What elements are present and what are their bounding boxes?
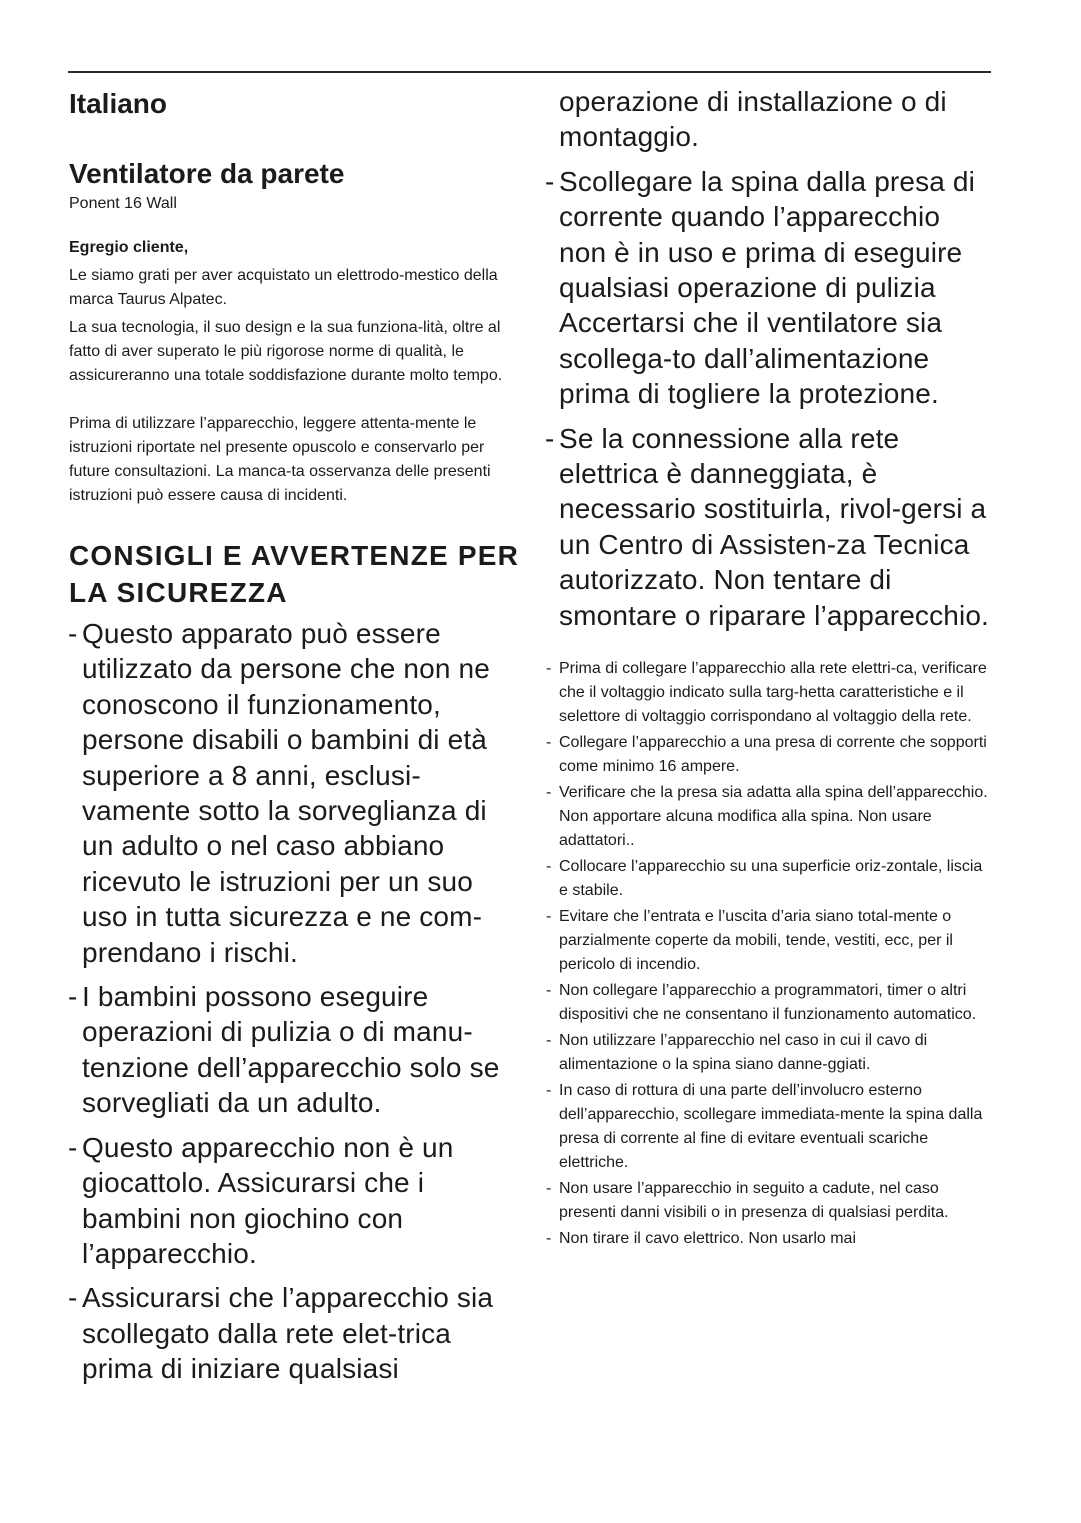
list-item: - In caso di rottura di una parte dell’involucro esterno dell’apparecchio, scollegare immediata-mente la spina dalla presa di corrente al fine di evitare eventuali scariche elettriche. <box>546 1079 992 1175</box>
list-item: - Questo apparecchio non è un giocattolo. Assicurarsi che i bambini non giochino con l’apparecchio. <box>69 1130 524 1272</box>
list-item: - I bambini possono eseguire operazioni di pulizia o di manu-tenzione dell’apparecchio solo se sorvegliati da un adulto. <box>69 979 524 1121</box>
right-column <box>546 84 992 1253</box>
top-rule <box>68 71 991 73</box>
list-item: - Collegare l’apparecchio a una presa di corrente che sopporti come minimo 16 ampere. <box>546 731 992 779</box>
list-item: - Evitare che l’entrata e l’uscita d’aria siano total-mente o parzialmente coperte da mobili, tende, vestiti, ecc, per il pericolo di incendio. <box>546 905 992 977</box>
list-item: - Questo apparato può essere utilizzato da persone che non ne conoscono il funzionamento, persone disabili o bambini di età superiore a 8 anni, esclusi-vamente sotto la sorveglianza di un adulto o nel caso abbiano ricevuto le istruzioni per un suo uso in tutta sicurezza e ne com-prendano i rischi. <box>69 616 524 970</box>
list-item: - Scollegare la spina dalla presa di corrente quando l’apparecchio non è in uso e prima di eseguire qualsiasi operazione di pulizia Accertarsi che il ventilatore sia scollega-to dall’alimentazione prima di togliere la protezione. <box>546 164 992 412</box>
list-item: - Non collegare l’apparecchio a programmatori, timer o altri dispositivi che ne consentano il funzionamento automatico. <box>546 979 992 1027</box>
model-name: Ponent 16 Wall <box>69 195 177 212</box>
list-item: - Collocare l’apparecchio su una superficie oriz-zontale, liscia e stabile. <box>546 855 992 903</box>
left-column <box>69 84 524 1396</box>
language-heading: Italiano <box>69 88 168 119</box>
list-item: - Prima di collegare l’apparecchio alla rete elettri-ca, verificare che il voltaggio indicato sulla targ-hetta caratteristiche e il selettore di voltaggio corrispondano al voltaggio della rete. <box>546 657 992 729</box>
list-item: operazione di installazione o di montaggio. <box>559 86 947 153</box>
safety-heading: CONSIGLI E AVVERTENZE PER LA SICUREZZA <box>69 540 520 608</box>
product-title: Ventilatore da parete <box>69 158 345 189</box>
intro-paragraph: Prima di utilizzare l’apparecchio, leggere attenta-mente le istruzioni riportate nel presente opuscolo e conservarlo per future consultazioni. La manca-ta osservanza delle presenti istruzioni può essere causa di incidenti. <box>69 415 491 504</box>
list-item: - Non utilizzare l’apparecchio nel caso in cui il cavo di alimentazione o la spina siano danne-ggiati. <box>546 1029 992 1077</box>
intro-paragraph: Le siamo grati per aver acquistato un elettrodo-mestico della marca Taurus Alpatec. <box>69 267 498 308</box>
list-item: - Non usare l’apparecchio in seguito a cadute, nel caso presenti danni visibili o in presenza di qualsiasi perdita. <box>546 1177 992 1225</box>
list-item: - Verificare che la presa sia adatta alla spina dell’apparecchio. Non apportare alcuna modifica alla spina. Non usare adattatori.. <box>546 781 992 853</box>
safety-list-large-continued <box>546 84 992 633</box>
safety-list-small <box>546 657 992 1251</box>
list-item: - Non tirare il cavo elettrico. Non usarlo mai <box>546 1227 992 1251</box>
list-item: - Assicurarsi che l’apparecchio sia scollegato dalla rete elet-trica prima di iniziare qualsiasi <box>69 1280 524 1386</box>
intro-paragraph: La sua tecnologia, il suo design e la sua funziona-lità, oltre al fatto di aver superato le più rigorose norme di qualità, le assicureranno una totale soddisfazione durante molto tempo. <box>69 319 503 384</box>
greeting: Egregio cliente, <box>69 239 189 256</box>
safety-list-large <box>69 616 524 1387</box>
list-item: - Se la connessione alla rete elettrica è danneggiata, è necessario sostituirla, rivol-gersi a un Centro di Assisten-za Tecnica autorizzato. Non tentare di smontare o riparare l’apparecchio. <box>546 421 992 633</box>
